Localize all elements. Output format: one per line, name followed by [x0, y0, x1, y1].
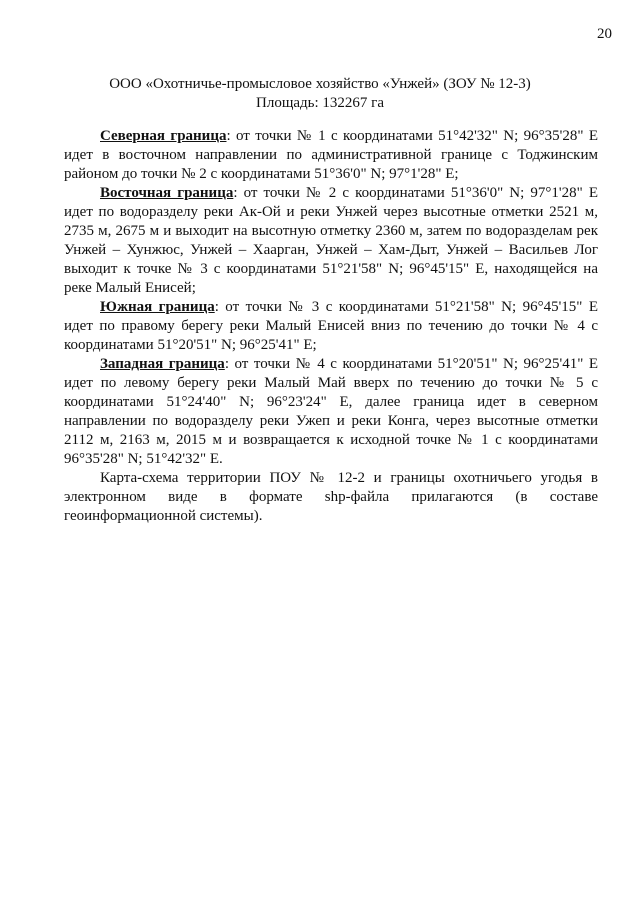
document-title: ООО «Охотничье-промысловое хозяйство «Унжей» (ЗОУ № 12-3) [109, 76, 531, 92]
north-boundary-text: : от точки № 1 с координатами 51°42'32" N; 96°35'28" E идет в восточном направлении по административной границе с Тоджинским районом до точки № 2 с координатами 51°36'0" N; 97°1'28" E; [64, 128, 598, 182]
west-boundary-paragraph [64, 355, 598, 469]
east-boundary-text: : от точки № 2 с координатами 51°36'0" N; 97°1'28" E идет по водоразделу реки Ак-Ой и реки Унжей через высотные отметки 2521 м, 2735 м, 2675 м и выходит на высотную отметку 2360 м, затем по водоразделам рек Унжей – Хунжюс, Унжей – Хаарган, Унжей – Хам-Дыт, Унжей – Васильев Лог выходит к точке № 3 с координатами 51°21'58" N; 96°45'15" E, находящейся на реке Малый Енисей; [64, 185, 598, 296]
north-boundary-paragraph [64, 127, 598, 184]
south-boundary-paragraph [64, 298, 598, 355]
south-boundary-title: Южная граница [100, 299, 215, 315]
north-boundary-title: Северная граница [100, 128, 227, 144]
page-number: 20 [597, 26, 612, 42]
document-header [64, 75, 576, 113]
west-boundary-text: : от точки № 4 с координатами 51°20'51" N; 96°25'41" E идет по левому берегу реки Малый Май вверх по течению до точки № 5 с координатами 51°24'40" N; 96°23'24" E, далее граница идет в северном направлении по водоразделу реки Ужеп и реки Конга, через высотные отметки 2112 м, 2163 м, 2015 м и возвращается к исходной точке № 1 с координатами 96°35'28" N; 51°42'32" E. [64, 356, 598, 467]
document-body [64, 127, 598, 526]
south-boundary-text: : от точки № 3 с координатами 51°21'58" N; 96°45'15" E идет по правому берегу реки Малый Енисей вниз по течению до точки № 4 с координатами 51°20'51" N; 96°25'41" E; [64, 299, 598, 353]
closing-paragraph: Карта-схема территории ПОУ № 12-2 и границы охотничьего угодья в электронном виде в формате shp-файла прилагаются (в составе геоинформационной системы). [64, 470, 598, 524]
west-boundary-title: Западная граница [100, 356, 225, 372]
east-boundary-paragraph [64, 184, 598, 298]
area-line: Площадь: 132267 га [256, 95, 384, 111]
east-boundary-title: Восточная граница [100, 185, 234, 201]
